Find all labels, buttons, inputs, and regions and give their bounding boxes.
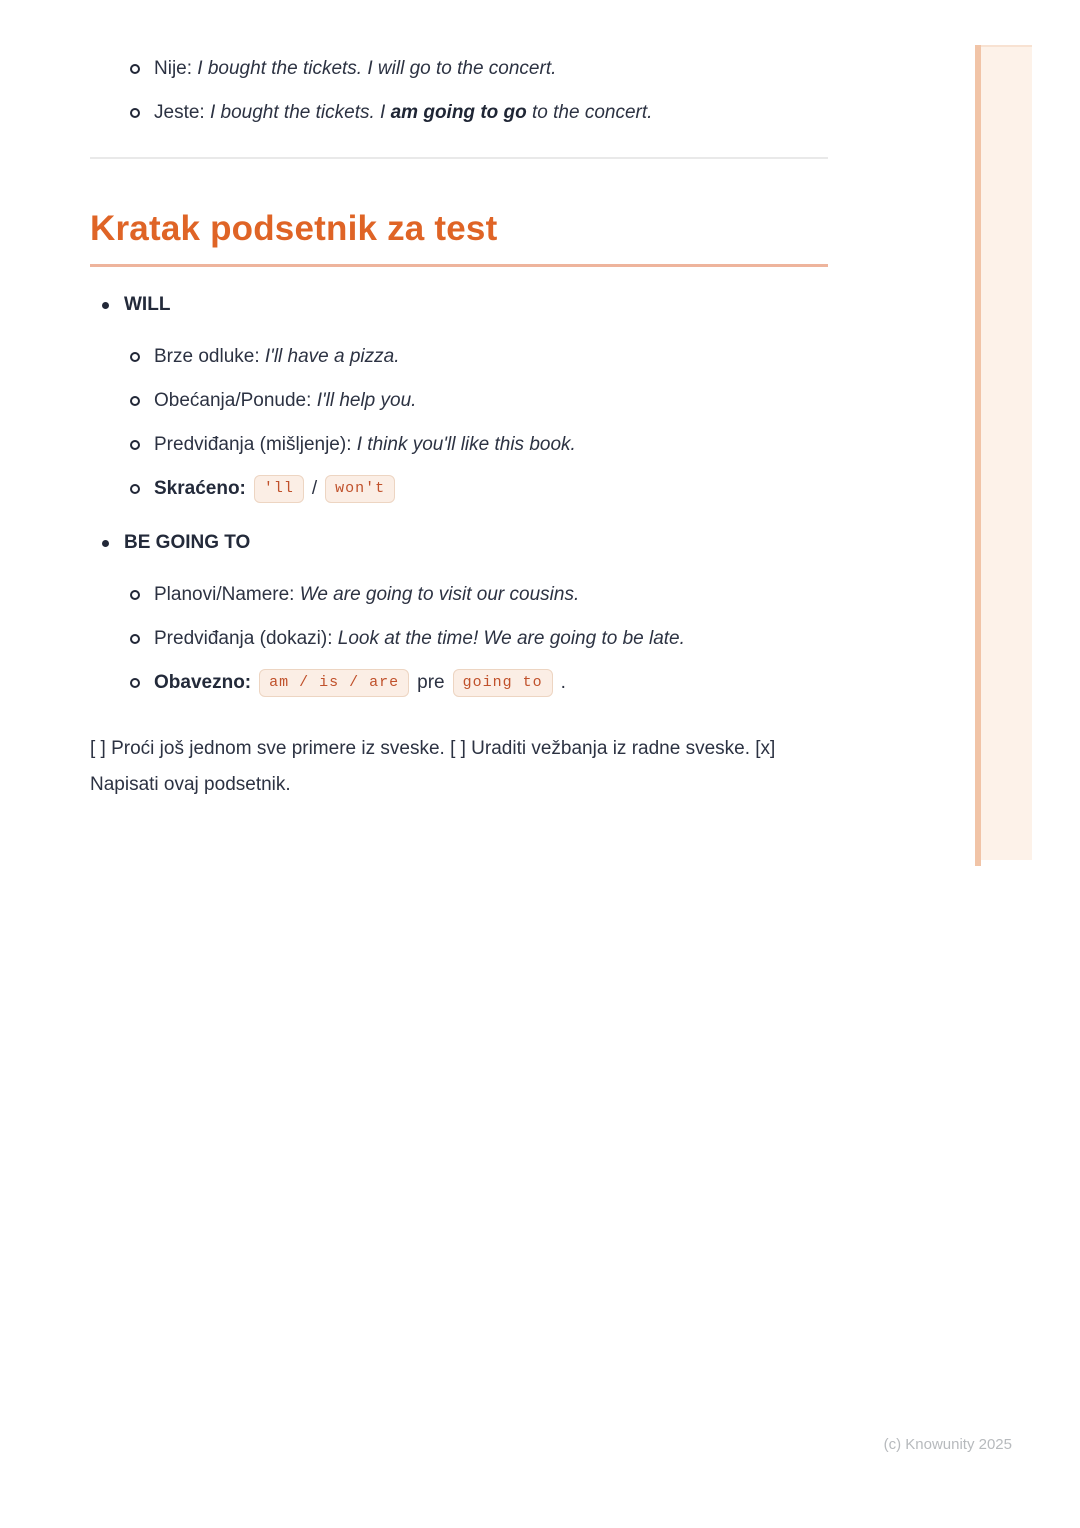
item-example-italic: I bought the tickets. I [209, 102, 391, 123]
item-example-italic: I bought the tickets. I will go to the concert. [197, 58, 557, 79]
list-item-be-going-to [90, 531, 828, 555]
circle-bullet-icon [130, 440, 140, 450]
code-chip: am / is / are [259, 669, 409, 697]
bullet-icon [102, 302, 109, 309]
will-title: WILL [124, 294, 171, 315]
circle-bullet-icon [130, 352, 140, 362]
item-label: Planovi/Namere: [154, 584, 300, 605]
list-item [90, 101, 828, 125]
item-label: Predviđanja (dokazi): [154, 628, 338, 649]
be-going-to-title: BE GOING TO [124, 532, 251, 553]
circle-bullet-icon [130, 678, 140, 688]
list-item-mandatory [90, 671, 828, 699]
list-item-text [154, 671, 828, 699]
list-item-text [154, 389, 828, 413]
chip-separator: / [311, 478, 318, 499]
item-example-italic: Look at the time! We are going to be late. [337, 628, 685, 649]
item-label-bold: Skraćeno: [154, 478, 246, 499]
circle-bullet-icon [130, 634, 140, 644]
item-example-italic: I'll help you. [316, 390, 417, 411]
footer-copyright: (c) Knowunity 2025 [883, 1436, 1012, 1453]
list-item-text [154, 101, 828, 125]
circle-bullet-icon [130, 396, 140, 406]
list-item-text [154, 345, 828, 369]
sidebar-panel [981, 45, 1032, 860]
reminder-list [90, 293, 828, 699]
item-example-italic: I'll have a pizza. [264, 346, 400, 367]
list-item-text [154, 57, 828, 81]
code-chip: 'll [254, 475, 304, 503]
item-label: Nije: [154, 58, 198, 79]
circle-bullet-icon [130, 484, 140, 494]
list-item [90, 583, 828, 607]
list-item [90, 57, 828, 81]
list-item [90, 433, 828, 457]
be-going-to-sublist [90, 583, 828, 699]
sentence-period: . [560, 672, 566, 693]
circle-bullet-icon [130, 64, 140, 74]
list-item [90, 389, 828, 413]
circle-bullet-icon [130, 590, 140, 600]
checklist-paragraph: [ ] Proći još jednom sve primere iz sveske. [ ] Uraditi vežbanja iz radne sveske. [x] Napisati ovaj podsetnik. [90, 738, 776, 795]
list-item-text [154, 627, 828, 651]
list-item-shortened [90, 477, 828, 505]
list-item [90, 627, 828, 651]
item-example-italic: I think you'll like this book. [356, 434, 576, 455]
item-example-italic: We are going to visit our cousins. [299, 584, 580, 605]
item-example-italic: to the concert. [526, 102, 653, 123]
section-heading: Kratak podsetnik za test [90, 209, 498, 248]
list-item-text [154, 477, 828, 505]
bold-italic-phrase: am going to go [390, 102, 527, 123]
item-label: Obećanja/Ponude: [154, 390, 317, 411]
list-item-text [154, 433, 828, 457]
list-item-will [90, 293, 828, 317]
item-label: Brze odluke: [154, 346, 265, 367]
document-content [90, 57, 828, 803]
heading-underline [90, 264, 828, 267]
code-chip: won't [325, 475, 395, 503]
bullet-icon [102, 540, 109, 547]
circle-bullet-icon [130, 108, 140, 118]
item-label-bold: Obavezno: [154, 672, 252, 693]
section-divider [90, 157, 828, 159]
item-label: Jeste: [154, 102, 210, 123]
code-chip: going to [453, 669, 553, 697]
list-item-text [154, 583, 828, 607]
will-sublist [90, 345, 828, 505]
list-item [90, 345, 828, 369]
item-label: Predviđanja (mišljenje): [154, 434, 357, 455]
chip-connector: pre [417, 672, 445, 693]
intro-list [90, 57, 828, 125]
